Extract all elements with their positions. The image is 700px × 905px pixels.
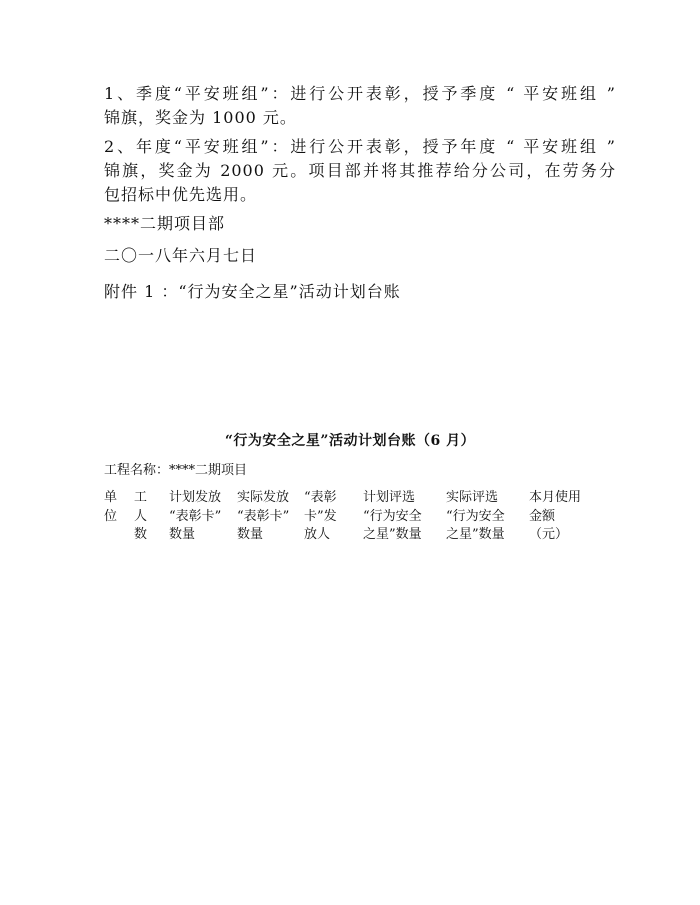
paragraph-line: 包招标中优先选用。 — [104, 185, 258, 204]
header-text: 实际评选 — [446, 490, 499, 505]
header-text: 单 — [104, 490, 118, 505]
header-planned-stars — [363, 489, 422, 545]
paragraph-line: 1、季度“平安班组”：进行公开表彰，授予季度 “ 平安班组 ” — [104, 84, 616, 103]
header-text: 卡”发 — [304, 508, 337, 524]
document-date: 二〇一八年六月七日 — [104, 246, 258, 265]
paragraph-line: 锦旗，奖金为 1000 元。 — [104, 108, 297, 127]
header-unit — [104, 489, 117, 526]
header-text: 金额 — [529, 508, 556, 524]
header-text: （元） — [529, 527, 569, 542]
reward-annual-paragraph — [104, 135, 616, 207]
paragraph-line: 2、年度“平安班组”：进行公开表彰，授予年度 “ 平安班组 ” — [104, 137, 616, 156]
project-name: 工程名称：****二期项目 — [104, 463, 248, 478]
header-text: 之星”数量 — [363, 527, 422, 542]
header-text: 计划评选 — [363, 490, 416, 505]
table-title: “行为安全之星”活动计划台账（6 月） — [224, 433, 476, 449]
reward-quarterly-paragraph — [104, 82, 616, 130]
header-card-issuer — [304, 489, 337, 545]
header-text: “表彰卡” — [237, 508, 290, 524]
header-text: “行为安全 — [363, 508, 422, 524]
header-actual-stars — [446, 489, 505, 545]
organization-name: ****二期项目部 — [104, 214, 226, 233]
header-text: 工 — [134, 490, 148, 505]
header-worker-count — [134, 489, 147, 545]
attachment-title: 附件 1 ：“行为安全之星”活动计划台账 — [104, 282, 401, 301]
header-text: 计划发放 — [169, 490, 222, 505]
header-actual-cards — [237, 489, 289, 545]
header-text: 人 — [134, 508, 148, 524]
header-text: 实际发放 — [237, 490, 290, 505]
header-text: “表彰 — [304, 490, 337, 505]
header-text: 数量 — [237, 527, 264, 542]
header-text: 之星”数量 — [446, 527, 505, 542]
header-text: 本月使用 — [529, 490, 582, 505]
header-text: 数 — [134, 527, 148, 542]
header-monthly-amount — [529, 489, 581, 545]
header-text: 位 — [104, 508, 118, 524]
header-text: “行为安全 — [446, 508, 505, 524]
header-planned-cards — [169, 489, 221, 545]
paragraph-line: 锦旗，奖金为 2000 元。项目部并将其推荐给分公司，在劳务分 — [104, 161, 616, 180]
header-text: “表彰卡” — [169, 508, 222, 524]
header-text: 数量 — [169, 527, 196, 542]
header-text: 放人 — [304, 527, 331, 542]
